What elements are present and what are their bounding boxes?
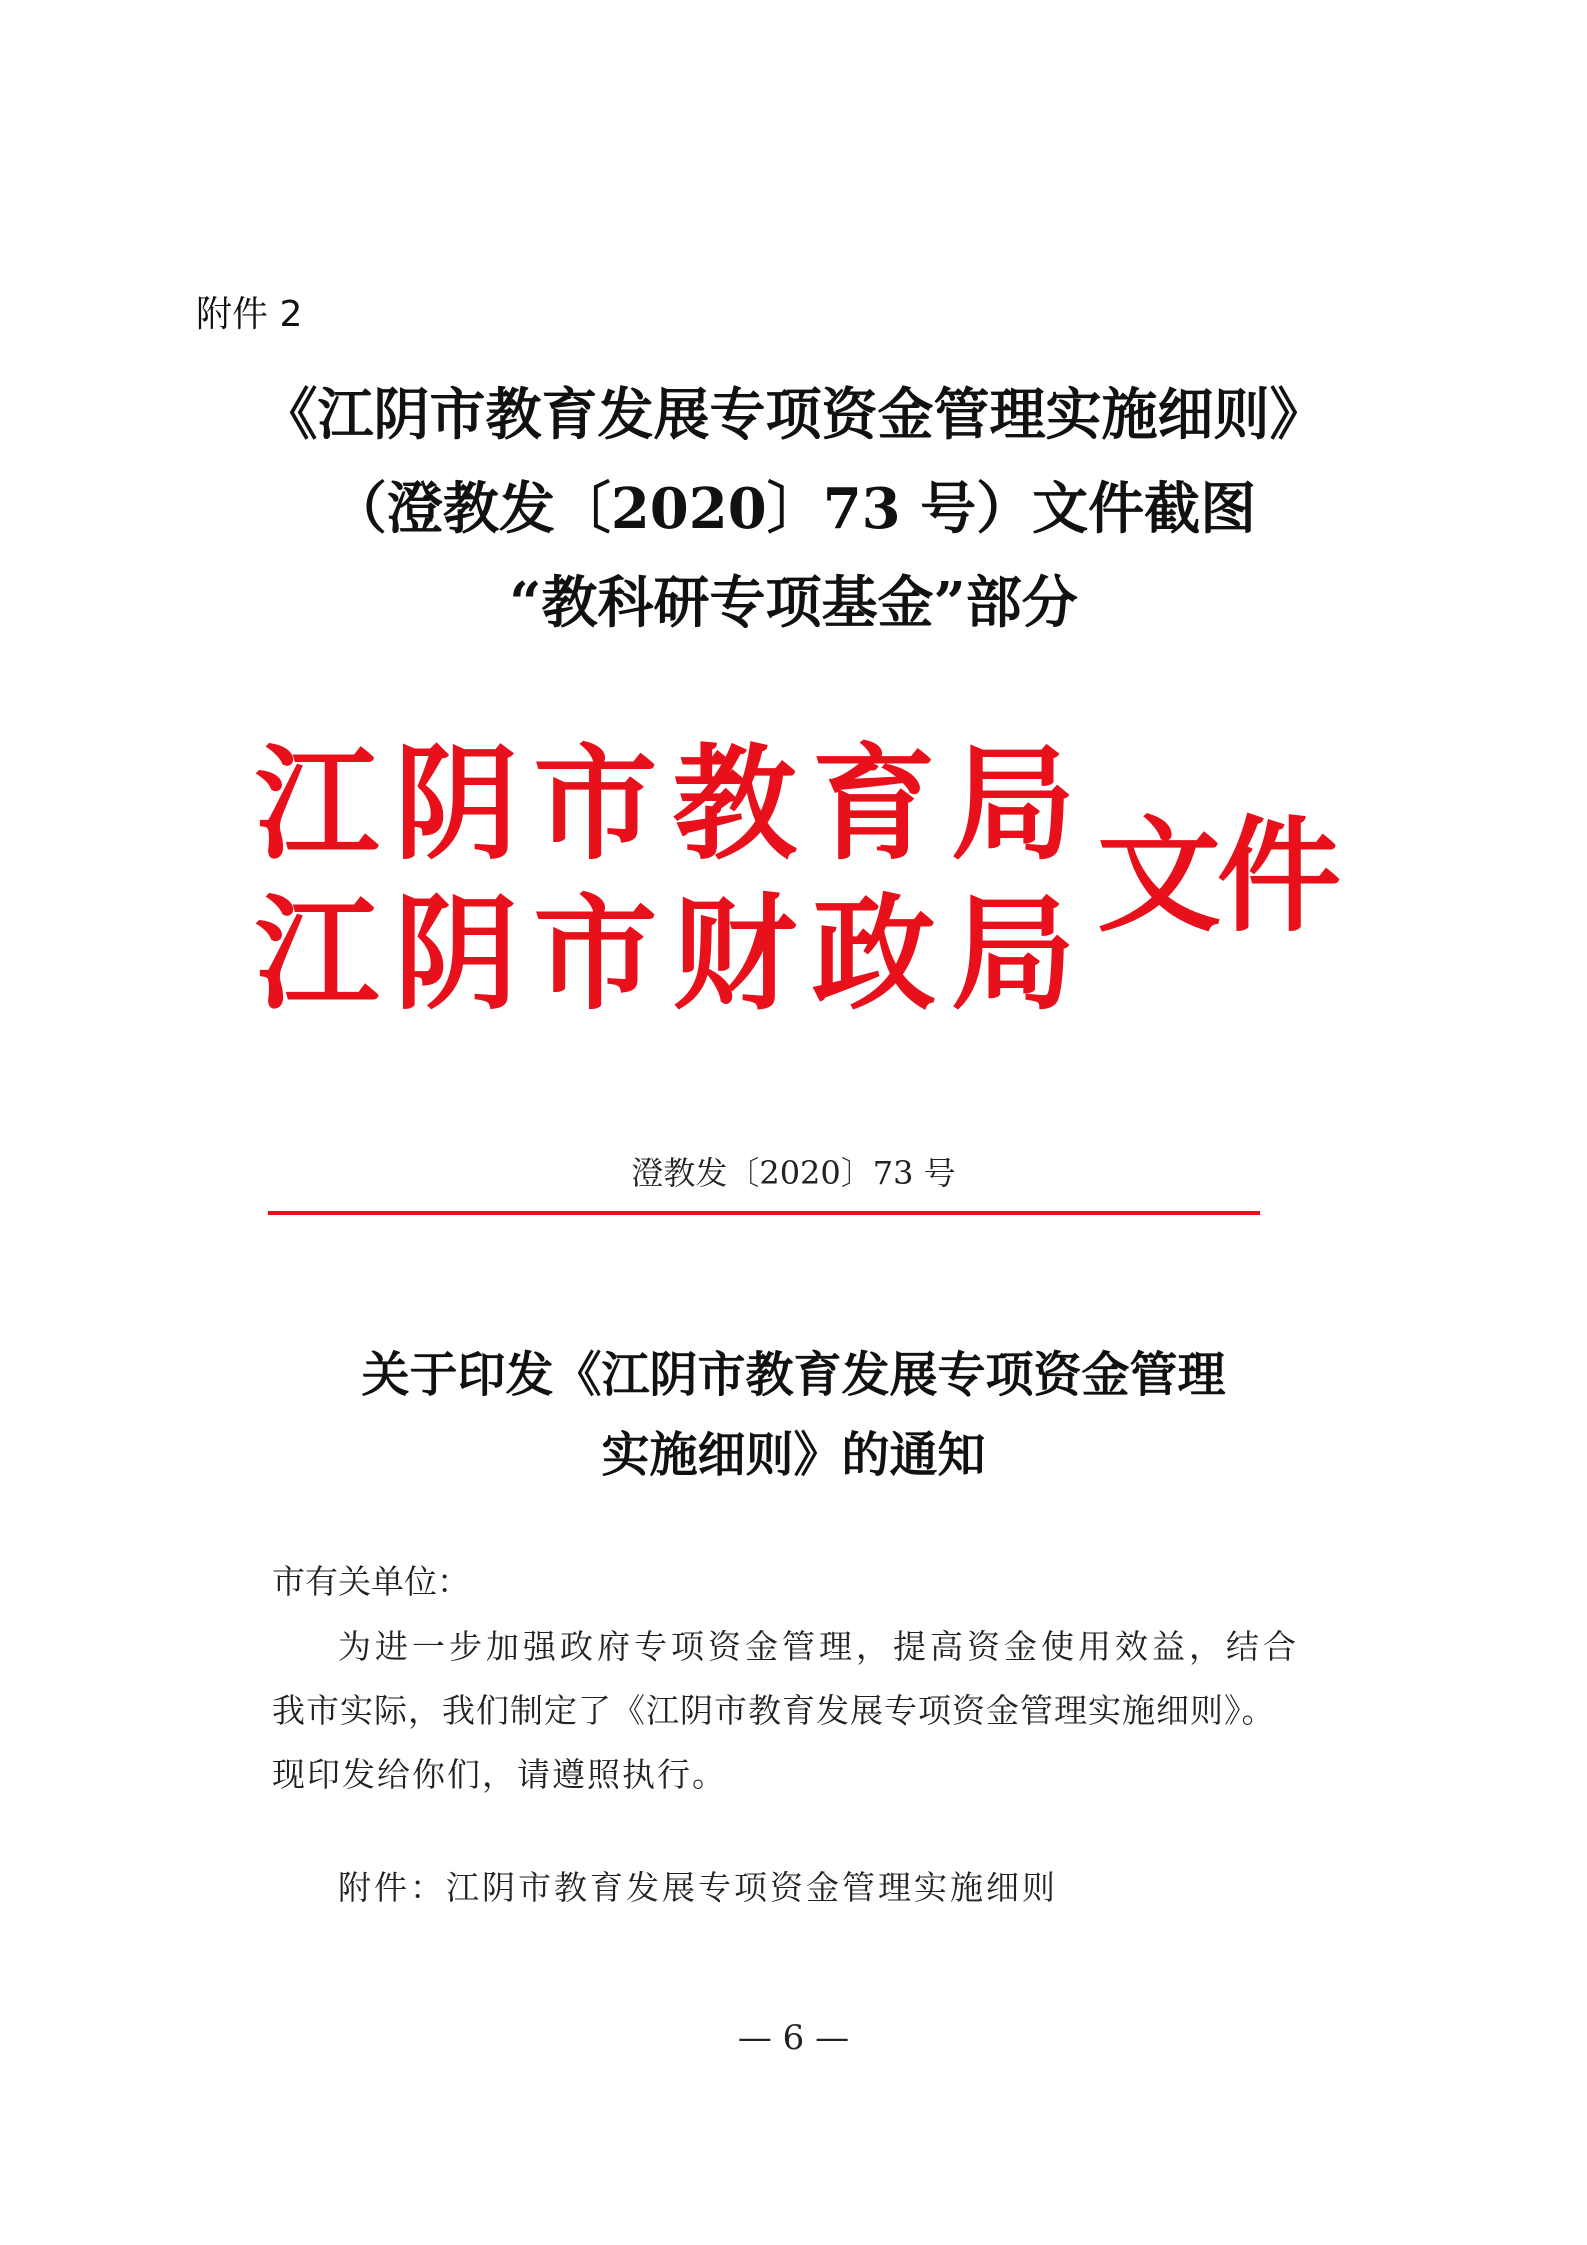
red-header-char: 江: [255, 732, 380, 877]
red-header-char: 阴: [394, 882, 519, 1027]
document-title: [0, 368, 1587, 650]
red-divider: [268, 1211, 1260, 1215]
page-number: — 6 —: [737, 2018, 850, 2058]
document-number: 澄教发〔2020〕73 号: [631, 1154, 956, 1192]
title-line: “教科研专项基金”部分: [509, 570, 1078, 636]
red-header-char: 育: [811, 732, 936, 877]
red-header-char: 财: [672, 882, 797, 1027]
notice-title-line: 关于印发《江阴市教育发展专项资金管理: [361, 1347, 1226, 1403]
title-line: （澄教发〔2020〕73 号）文件截图: [330, 476, 1257, 542]
body-line: 现印发给你们，请遵照执行。: [272, 1755, 727, 1794]
red-header-char: 江: [255, 882, 380, 1027]
red-header-suffix: 文件: [1097, 804, 1338, 949]
red-header-row-education-bureau: [255, 732, 1075, 877]
body-line: 为进一步加强政府专项资金管理，提高资金使用效益，结合: [338, 1627, 1300, 1666]
attachment-line: 附件：江阴市教育发展专项资金管理实施细则: [338, 1868, 1058, 1907]
red-header-char: 市: [533, 882, 658, 1027]
red-header: [255, 732, 1338, 1035]
red-header-row-finance-bureau: [255, 882, 1075, 1027]
red-header-char: 教: [672, 732, 797, 877]
greeting: 市有关单位：: [272, 1562, 470, 1601]
notice-title-line: 实施细则》的通知: [601, 1427, 986, 1483]
red-header-char: 局: [950, 882, 1075, 1027]
red-header-char: 市: [533, 732, 658, 877]
title-line: 《江阴市教育发展专项资金管理实施细则》: [261, 382, 1326, 448]
annex-label: 附件 2: [196, 294, 303, 335]
notice-title: [0, 1335, 1587, 1495]
red-header-char: 政: [811, 882, 936, 1027]
red-header-char: 阴: [394, 732, 519, 877]
red-header-char: 局: [950, 732, 1075, 877]
body-line: 我市实际，我们制定了《江阴市教育发展专项资金管理实施细则》。: [272, 1691, 1276, 1730]
